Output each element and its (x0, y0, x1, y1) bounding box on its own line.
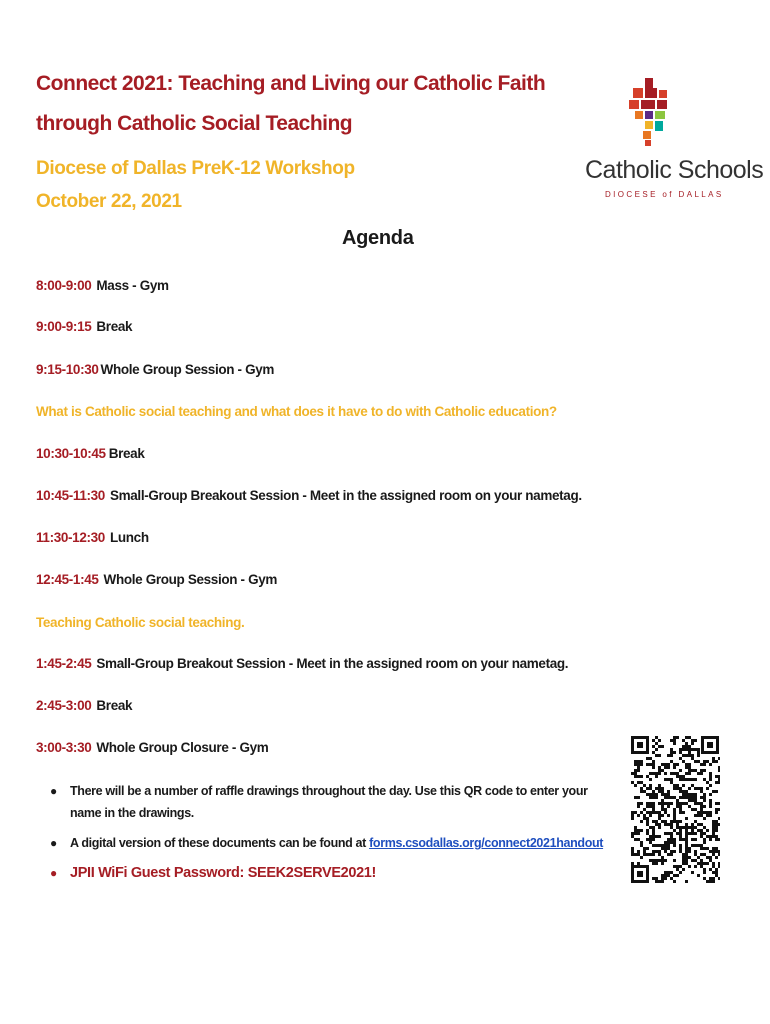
page-title: Connect 2021: Teaching and Living our Catholic Faith through Catholic Social Teaching (36, 72, 546, 135)
wifi-note (50, 862, 610, 884)
logo-subtitle: DIOCESE of DALLAS (605, 190, 724, 199)
digital-note-text: A digital version of these documents can be found at (70, 836, 370, 850)
workshop-name: Diocese of Dallas PreK-12 Workshop (36, 158, 355, 179)
agenda-text: Small-Group Breakout Session - Meet in the assigned room on your nametag. (109, 488, 582, 503)
agenda-time: 11:30-12:30 (36, 530, 105, 545)
raffle-note (50, 780, 610, 824)
agenda-time: 3:00-3:30 (36, 740, 92, 755)
logo-name: Catholic Schools (585, 156, 764, 184)
agenda-time: 10:30-10:45 (36, 446, 106, 461)
bullet-dot-icon: ● (50, 836, 57, 850)
agenda-item (36, 530, 149, 545)
agenda-item (36, 698, 132, 713)
agenda-text: Break (108, 446, 145, 461)
agenda-text: Whole Group Closure - Gym (96, 740, 269, 755)
agenda-item (36, 740, 268, 755)
agenda-text: Break (96, 698, 133, 713)
workshop-date: October 22, 2021 (36, 191, 182, 212)
agenda-text: Break (96, 319, 133, 334)
agenda-heading: Agenda (342, 227, 414, 249)
raffle-note-text: There will be a number of raffle drawings throughout the day. Use this QR code to enter your name in the drawings. (70, 784, 588, 820)
agenda-item (36, 488, 582, 503)
agenda-text: Mass - Gym (96, 278, 169, 293)
agenda-item (36, 362, 274, 377)
bullet-dot-icon: ● (50, 784, 57, 798)
agenda-time: 1:45-2:45 (36, 656, 92, 671)
agenda-item (36, 656, 568, 671)
digital-note (50, 832, 610, 854)
agenda-time: 12:45-1:45 (36, 572, 99, 587)
agenda-item (36, 572, 277, 587)
agenda-text: Lunch (109, 530, 149, 545)
agenda-time: 9:15-10:30 (36, 362, 99, 377)
agenda-time: 2:45-3:00 (36, 698, 92, 713)
bullet-dot-icon: ● (50, 866, 57, 880)
agenda-text: Whole Group Session - Gym (100, 362, 275, 377)
agenda-time: 9:00-9:15 (36, 319, 92, 334)
qr-code-icon[interactable] (630, 734, 720, 886)
notes-list (50, 780, 610, 892)
agenda-text: Whole Group Session - Gym (103, 572, 278, 587)
agenda-item (36, 319, 132, 334)
session-question: What is Catholic social teaching and what does it have to do with Catholic education? (36, 404, 557, 419)
agenda-item (36, 446, 144, 461)
wifi-note-text: JPII WiFi Guest Password: SEEK2SERVE2021! (70, 865, 376, 881)
agenda-time: 10:45-11:30 (36, 488, 105, 503)
session-question: Teaching Catholic social teaching. (36, 615, 245, 630)
agenda-time: 8:00-9:00 (36, 278, 92, 293)
handout-link[interactable]: forms.csodallas.org/connect2021handout (369, 836, 604, 850)
agenda-text: Small-Group Breakout Session - Meet in the assigned room on your nametag. (96, 656, 569, 671)
agenda-item (36, 278, 169, 293)
